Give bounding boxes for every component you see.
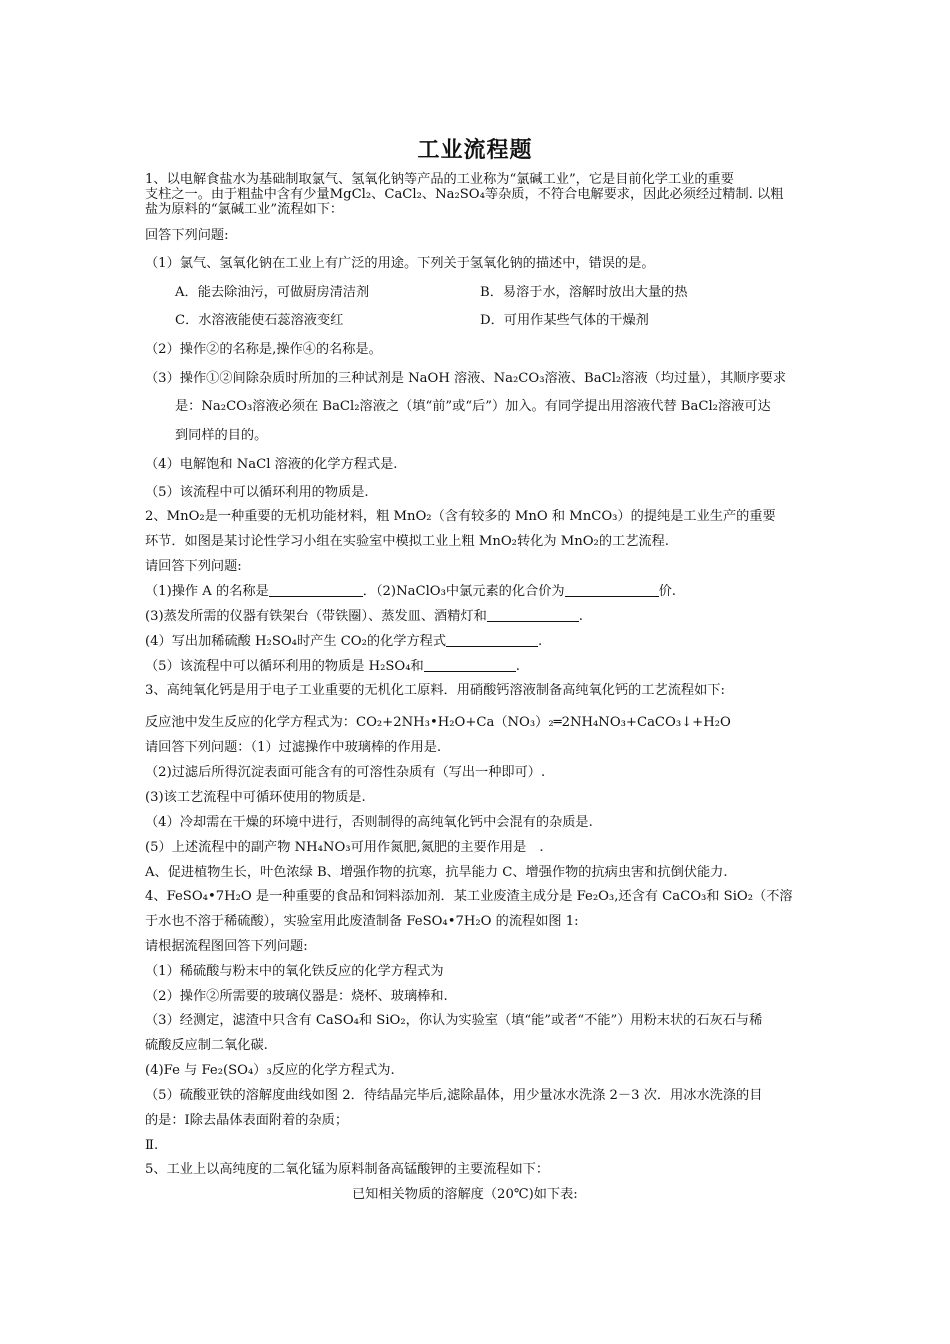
q1-part-4: （4）电解饱和 NaCl 溶液的化学方程式是.: [145, 457, 398, 472]
answer-blank[interactable]: [446, 633, 538, 647]
q1-option-c: C．水溶液能使石蕊溶液变红: [175, 313, 344, 328]
q2-part-4: (4）写出加稀硫酸 H₂SO₄时产生 CO₂的化学方程式 .: [145, 634, 543, 649]
q2-part-5-text: （5）该流程中可以循环利用的物质是 H₂SO₄和: [145, 659, 424, 674]
q4-ask: 请根据流程图回答下列问题:: [145, 939, 308, 954]
q1-option-d: D．可用作某些气体的干燥剂: [480, 313, 649, 328]
q2-part-3: (3)蒸发所需的仪器有铁架台（带铁圈）、蒸发皿、酒精灯和 .: [145, 609, 583, 624]
answer-blank[interactable]: [424, 658, 516, 672]
q4-part-5-line-2: 的是：Ⅰ除去晶体表面附着的杂质；: [145, 1113, 349, 1128]
q2-part-3-text: (3)蒸发所需的仪器有铁架台（带铁圈）、蒸发皿、酒精灯和: [145, 609, 487, 624]
q1-answer-prompt: 回答下列问题:: [145, 228, 229, 243]
q1-intro-line-2: 支柱之一。由于粗盐中含有少量MgCl₂、CaCl₂、Na₂SO₄等杂质，不符合电解要求，因此必须经过精制. 以粗: [145, 187, 784, 202]
q4-part-5-line-1: （5）硫酸亚铁的溶解度曲线如图 2．待结晶完毕后,滤除晶体，用少量冰水洗涤 2－3 次．用冰水洗涤的目: [145, 1088, 763, 1103]
q3-part-4: （4）冷却需在干燥的环境中进行，否则制得的高纯氧化钙中会混有的杂质是.: [145, 815, 593, 830]
q1-part-3-line-1: （3）操作①②间除杂质时所加的三种试剂是 NaOH 溶液、Na₂CO₃溶液、BaCl₂溶液（均过量），其顺序要求: [145, 371, 787, 386]
q4-part-2: （2）操作②所需要的玻璃仪器是：烧杯、玻璃棒和.: [145, 989, 448, 1004]
q4-part-3-line-1: （3）经测定，滤渣中只含有 CaSO₄和 SiO₂，你认为实验室（填“能”或者“不能”）用粉末状的石灰石与稀: [145, 1013, 763, 1028]
q1-option-a: A．能去除油污，可做厨房清洁剂: [175, 285, 370, 300]
q2-part-1-text-a: （1)操作 A 的名称是: [145, 584, 269, 599]
q4-part-4: (4)Fe 与 Fe₂(SO₄）₃反应的化学方程式为.: [145, 1063, 395, 1078]
q3-part-5: (5）上述流程中的副产物 NH₄NO₃可用作氮肥,氮肥的主要作用是 .: [145, 840, 544, 855]
q4-part-3-line-2: 硫酸反应制二氧化碳.: [145, 1038, 268, 1053]
q3-part-1: 请回答下列问题：（1）过滤操作中玻璃棒的作用是.: [145, 740, 442, 755]
q3-part-3: (3)该工艺流程中可循环使用的物质是.: [145, 790, 366, 805]
q2-part-4-text: (4）写出加稀硫酸 H₂SO₄时产生 CO₂的化学方程式: [145, 634, 447, 649]
q1-intro-line-3: 盐为原料的“氯碱工业”流程如下：: [145, 202, 344, 217]
page-title: 工业流程题: [417, 138, 533, 163]
q2-intro-line-1: 2、MnO₂是一种重要的无机功能材料，粗 MnO₂（含有较多的 MnO 和 MnCO₃）的提纯是工业生产的重要: [145, 509, 776, 524]
q1-part-3-line-2: 是：Na₂CO₃溶液必须在 BaCl₂溶液之（填“前”或“后”）加入。有同学提出用溶液代替 BaCl₂溶液可达: [175, 399, 771, 414]
q3-part-2: （2)过滤后所得沉淀表面可能含有的可溶性杂质有（写出一种即可）.: [145, 765, 546, 780]
q1-part-3-line-3: 到同样的目的。: [175, 428, 268, 443]
q4-intro-line-2: 于水也不溶于稀硫酸），实验室用此废渣制备 FeSO₄•7H₂O 的流程如图 1:: [145, 914, 579, 929]
q2-part-1-text-c: 价.: [658, 584, 676, 599]
q4-part-1: （1）稀硫酸与粉末中的氧化铁反应的化学方程式为: [145, 964, 444, 979]
q4-intro-line-1: 4、FeSO₄•7H₂O 是一种重要的食品和饲料添加剂．某工业废渣主成分是 Fe₂O₃,还含有 CaCO₃和 SiO₂（不溶: [145, 889, 793, 904]
q1-part-2: （2）操作②的名称是,操作④的名称是。: [145, 342, 382, 357]
q3-intro: 3、高纯氧化钙是用于电子工业重要的无机化工原料．用硝酸钙溶液制备高纯氧化钙的工艺流程如下:: [145, 683, 725, 698]
q4-part-5-line-3: Ⅱ.: [145, 1138, 159, 1153]
q5-note: 已知相关物质的溶解度（20℃)如下表:: [352, 1187, 578, 1202]
q3-equation: 反应池中发生反应的化学方程式为：CO₂+2NH₃•H₂O+Ca（NO₃）₂═2NH₄NO₃+CaCO₃↓+H₂O: [145, 715, 731, 730]
q2-ask: 请回答下列问题:: [145, 559, 242, 574]
q1-intro-line-1: 1、以电解食盐水为基础制取氯气、氢氧化钠等产品的工业称为“氯碱工业”，它是目前化学工业的重要: [145, 172, 734, 187]
answer-blank[interactable]: [565, 583, 659, 597]
q3-options: A、促进植物生长，叶色浓绿 B、增强作物的抗寒，抗旱能力 C、增强作物的抗病虫害和抗倒伏能力.: [145, 865, 728, 880]
q2-part-1-text-b: ．（2)NaClO₃中氯元素的化合价为: [362, 584, 565, 599]
answer-blank[interactable]: [269, 583, 363, 597]
q5-intro: 5、工业上以高纯度的二氧化锰为原料制备高锰酸钾的主要流程如下：: [145, 1162, 550, 1177]
q1-option-b: B．易溶于水，溶解时放出大量的热: [480, 285, 688, 300]
q1-part-1: （1）氯气、氢氧化钠在工业上有广泛的用途。下列关于氢氧化钠的描述中，错误的是。: [145, 256, 655, 271]
q2-intro-line-2: 环节．如图是某讨论性学习小组在实验室中模拟工业上粗 MnO₂转化为 MnO₂的工艺流程.: [145, 534, 669, 549]
answer-blank[interactable]: [487, 608, 579, 622]
q2-part-5: （5）该流程中可以循环利用的物质是 H₂SO₄和 .: [145, 659, 520, 674]
q1-part-5: （5）该流程中可以循环利用的物质是.: [145, 485, 369, 500]
q2-part-1: [145, 583, 676, 600]
